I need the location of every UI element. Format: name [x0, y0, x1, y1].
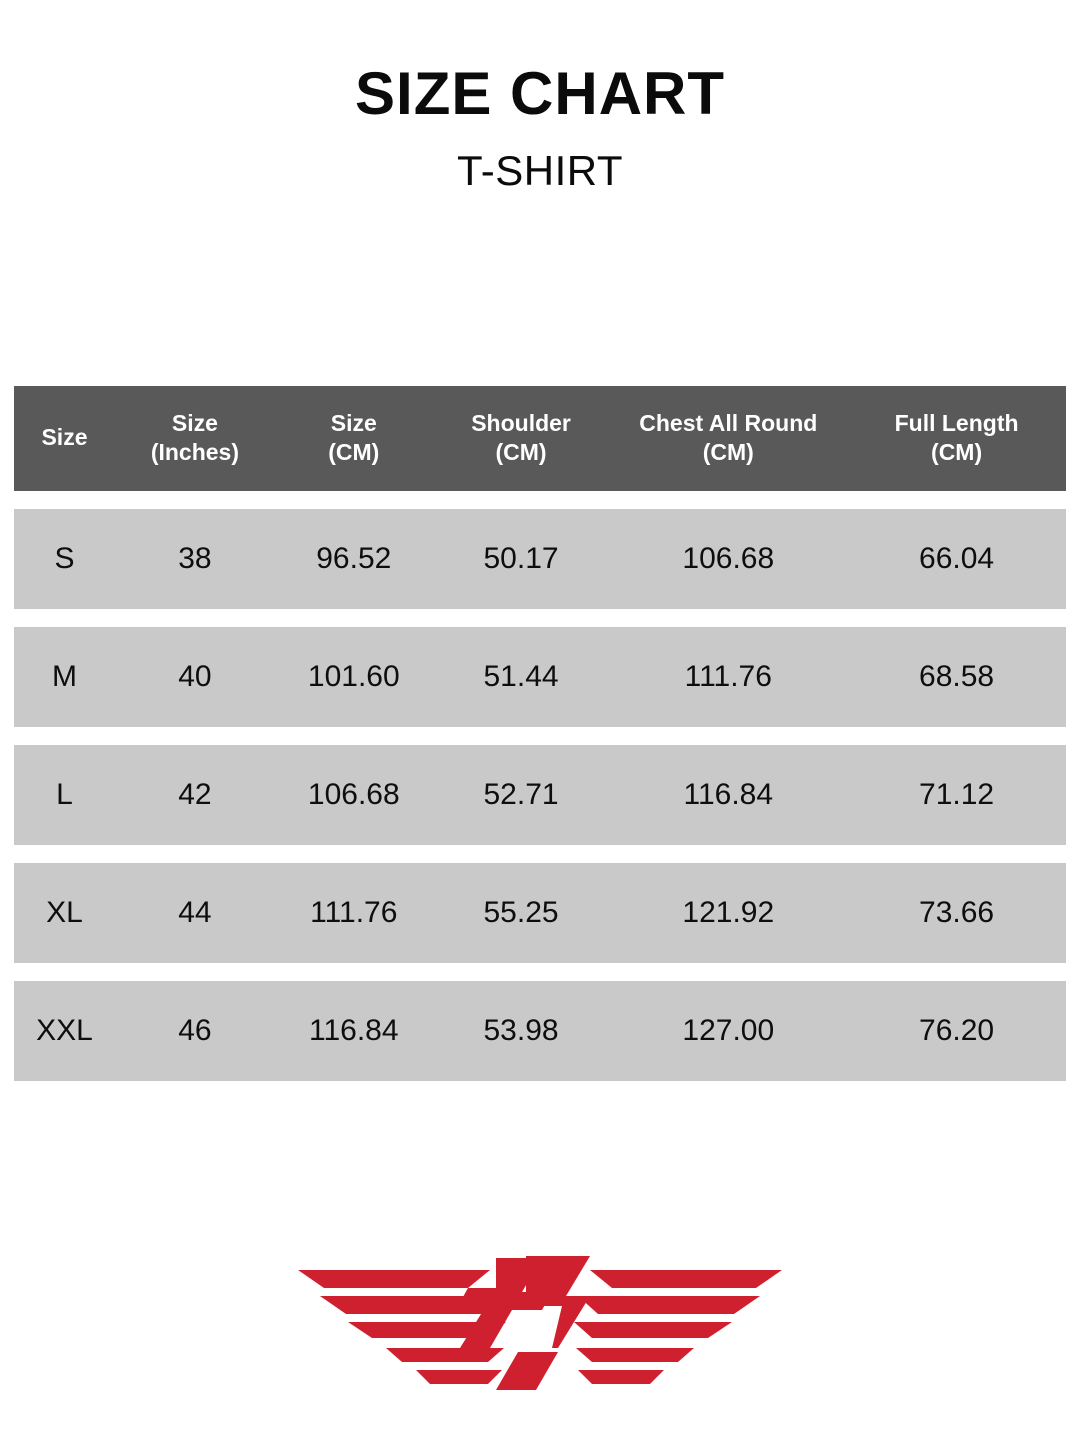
table-header-row	[14, 386, 1066, 491]
table-row	[14, 863, 1066, 963]
cell-size-cm: 116.84	[309, 1014, 399, 1047]
table-row	[14, 509, 1066, 609]
cell-size-cm: 96.52	[316, 542, 392, 575]
cell-size-cm: 111.76	[310, 896, 398, 929]
column-header-size-cm	[275, 386, 433, 491]
cell-size-inches: 44	[178, 896, 212, 929]
table-header	[14, 386, 1066, 491]
cell-size-inches: 42	[178, 778, 212, 811]
cell-shoulder-cm: 53.98	[483, 1014, 559, 1047]
column-header-size	[14, 386, 115, 491]
cell-chest-cm: 111.76	[684, 660, 772, 693]
cell-full-length-cm: 76.20	[919, 1014, 995, 1047]
cell-shoulder-cm: 51.44	[483, 660, 559, 693]
size-table	[14, 368, 1066, 1099]
table-body	[14, 509, 1066, 1081]
cell-chest-cm: 121.92	[682, 896, 775, 929]
title-block	[0, 0, 1080, 195]
cell-shoulder-cm: 55.25	[483, 896, 559, 929]
column-header-chest-all-round-cm-line1: Chest All Round	[639, 410, 818, 437]
column-header-size-line1: Size	[41, 424, 88, 451]
cell-size: XXL	[36, 1014, 93, 1047]
cell-size-inches: 46	[178, 1014, 212, 1047]
size-table-wrapper	[14, 368, 1066, 1099]
column-header-full-length-cm-line1: Full Length	[894, 410, 1019, 437]
cell-full-length-cm: 73.66	[919, 896, 995, 929]
cell-size: S	[54, 542, 75, 575]
cell-full-length-cm: 66.04	[919, 542, 995, 575]
table-row	[14, 981, 1066, 1081]
column-header-size-inches-line1: Size	[171, 410, 218, 437]
column-header-shoulder-cm	[433, 386, 610, 491]
page-subtitle: T-SHIRT	[456, 147, 624, 194]
cell-chest-cm: 106.68	[682, 542, 775, 575]
column-header-shoulder-cm-line1: Shoulder	[471, 410, 571, 437]
table-row	[14, 627, 1066, 727]
cell-full-length-cm: 68.58	[919, 660, 995, 693]
column-header-size-cm-line1: Size	[330, 410, 377, 437]
cell-shoulder-cm: 50.17	[483, 542, 559, 575]
winged-jf-logo-icon	[290, 1248, 790, 1398]
brand-logo-area	[0, 1248, 1080, 1398]
cell-size-cm: 106.68	[307, 778, 400, 811]
cell-size-inches: 40	[178, 660, 212, 693]
column-header-shoulder-cm-line2: (CM)	[495, 438, 547, 465]
cell-size: XL	[46, 896, 83, 929]
cell-shoulder-cm: 52.71	[483, 778, 559, 811]
column-header-chest-all-round-cm	[609, 386, 847, 491]
page-title: SIZE CHART	[355, 60, 725, 127]
cell-chest-cm: 127.00	[682, 1014, 775, 1047]
cell-size-cm: 101.60	[307, 660, 400, 693]
cell-size-inches: 38	[178, 542, 212, 575]
column-header-size-inches-line2: (Inches)	[150, 438, 240, 465]
cell-size: L	[56, 778, 73, 811]
column-header-size-cm-line2: (CM)	[328, 438, 380, 465]
cell-chest-cm: 116.84	[683, 778, 774, 811]
cell-size: M	[51, 660, 77, 693]
table-row	[14, 745, 1066, 845]
column-header-full-length-cm	[847, 386, 1066, 491]
column-header-size-inches	[115, 386, 275, 491]
column-header-chest-all-round-cm-line2: (CM)	[702, 438, 754, 465]
cell-full-length-cm: 71.12	[919, 778, 995, 811]
column-header-full-length-cm-line2: (CM)	[931, 438, 983, 465]
